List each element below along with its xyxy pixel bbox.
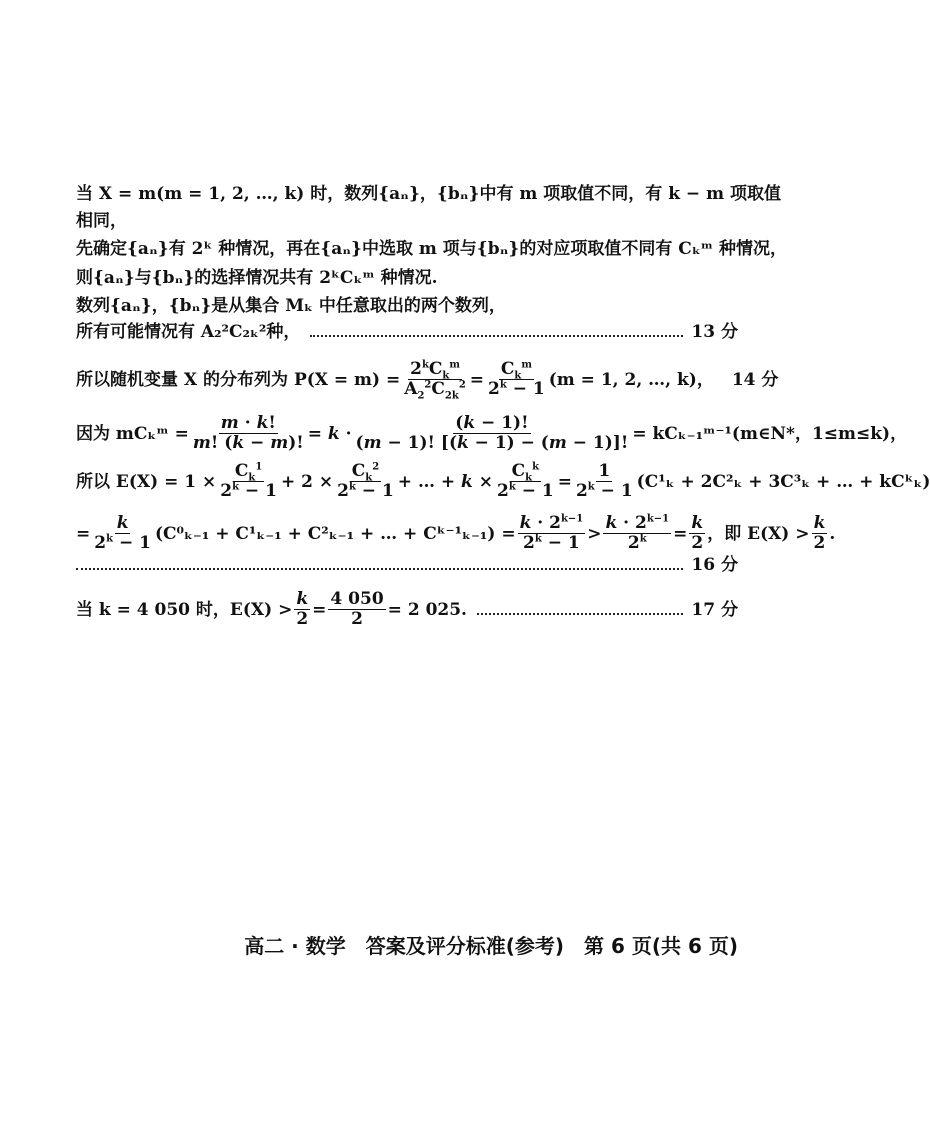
text-line-3: 先确定{aₙ}有 2ᵏ 种情况，再在{aₙ}中选取 m 项与{bₙ}的对应项取值不同有 Cₖᵐ 种情况， — [76, 239, 788, 259]
text-line-10: = $\frac{k}{2^k - 1}$ (C⁰ₖ₋₁ + C¹ₖ₋₁ + C²ₖ₋₁ + … + Cᵏ⁻¹ₖ₋₁) = $\frac{k \cdot 2^{k-1}}{2^k - 1}$ > $\frac{k \cdot 2^{k-1}}{2^k}$ = $\frac{k}{2}$ ，即 E(X) > $\frac{k}{2}$ . — [76, 513, 836, 553]
fraction: $\frac{4 050}{2}$ — [330, 589, 384, 629]
line-10-mid: (C⁰ₖ₋₁ + C¹ₖ₋₁ + C²ₖ₋₁ + … + Cᵏ⁻¹ₖ₋₁) = — [154, 523, 516, 544]
score-14: 14 分 — [731, 369, 779, 390]
line-9-tail: (C¹ₖ + 2C²ₖ + 3C³ₖ + … + kCᵏₖ) — [636, 471, 930, 492]
score-13: 13 分 — [691, 322, 738, 342]
score-16: 16 分 — [691, 555, 738, 575]
text-line-8: 因为 mCₖᵐ = $\frac{m \cdot k!}{m! (k - m)!}$ = k · $\frac{(k - 1)!}{(m - 1)! [(k - 1) - (m - 1)]!}$ = kCₖ₋₁ᵐ⁻¹(m∈N*，1≤m≤k)， — [76, 413, 908, 453]
text-line-9: 所以 E(X) = 1 × $\frac{C_k^1}{2^k - 1}$ + 2 × $\frac{C_k^2}{2^k - 1}$ + … + k × $\frac{C_k^k}{2^k - 1}$ = $\frac{1}{2^k - 1}$ (C¹ₖ + 2C²ₖ + 3C³ₖ + … + kCᵏₖ) — [76, 461, 930, 501]
fraction: $\frac{C_k^m}{2^k - 1}$ — [488, 359, 545, 399]
text-line-5: 数列{aₙ}，{bₙ}是从集合 Mₖ 中任意取出的两个数列， — [76, 296, 506, 316]
line-6-text: 所有可能情况有 A₂²C₂ₖ²种， — [76, 322, 301, 342]
line-10-tail: ，即 E(X) > — [707, 523, 810, 544]
text-line-7: 所以随机变量 X 的分布列为 P(X = m) = $\frac{2^kC_k^m}{A_2^2C_{2k}^2}$ = $\frac{C_k^m}{2^k - 1}$ (m = 1, 2, …, k)， 14 分 — [76, 359, 779, 402]
fraction: $\frac{C_k^1}{2^k - 1}$ — [220, 461, 277, 501]
text-line-11 — [76, 553, 738, 577]
text-line-6 — [76, 320, 738, 344]
fraction: $\frac{k \cdot 2^{k-1}}{2^k - 1}$ — [519, 513, 584, 553]
text-line-2: 相同， — [76, 211, 127, 231]
dot-leader — [310, 335, 683, 337]
fraction: $\frac{(k - 1)!}{(m - 1)! [(k - 1) - (m - 1)]!}$ — [355, 413, 629, 453]
line-12-text: 当 k = 4 050 时，E(X) > — [76, 599, 293, 620]
text-line-1: 当 X = m(m = 1, 2, …, k) 时，数列{aₙ}，{bₙ}中有 m 项取值不同，有 k − m 项取值 — [76, 184, 781, 204]
line-9-text: 所以 E(X) = 1 × — [76, 471, 217, 492]
page-footer: 高二 · 数学 答案及评分标准(参考) 第 6 页(共 6 页) — [244, 934, 738, 958]
fraction: $\frac{2^kC_k^m}{A_2^2C_{2k}^2}$ — [404, 359, 466, 402]
line-8-text: 因为 mCₖᵐ = — [76, 423, 189, 444]
fraction: $\frac{m \cdot k!}{m! (k - m)!}$ — [192, 413, 304, 453]
fraction: $\frac{k \cdot 2^{k-1}}{2^k}$ — [605, 513, 670, 553]
fraction: $\frac{C_k^2}{2^k - 1}$ — [337, 461, 394, 501]
fraction: $\frac{k}{2}$ — [296, 589, 309, 629]
dot-leader — [76, 568, 683, 570]
fraction: $\frac{C_k^k}{2^k - 1}$ — [497, 461, 554, 501]
text-line-12: 当 k = 4 050 时，E(X) > $\frac{k}{2}$ = $\frac{4 050}{2}$ = 2 025. 17 分 — [76, 589, 738, 629]
line-7-text: 所以随机变量 X 的分布列为 P(X = m) = — [76, 369, 401, 390]
line-8-tail: = kCₖ₋₁ᵐ⁻¹(m∈N*，1≤m≤k)， — [632, 423, 908, 444]
fraction: $\frac{k}{2}$ — [813, 513, 826, 553]
score-17: 17 分 — [691, 599, 738, 620]
line-10-eq: = — [76, 523, 91, 544]
fraction: $\frac{k}{2}$ — [691, 513, 704, 553]
fraction: $\frac{1}{2^k - 1}$ — [575, 461, 633, 501]
fraction: $\frac{k}{2^k - 1}$ — [94, 513, 151, 553]
line-7-tail: (m = 1, 2, …, k)， — [548, 369, 714, 390]
text-line-4: 则{aₙ}与{bₙ}的选择情况共有 2ᵏCₖᵐ 种情况. — [76, 268, 438, 288]
dot-leader — [477, 613, 683, 615]
